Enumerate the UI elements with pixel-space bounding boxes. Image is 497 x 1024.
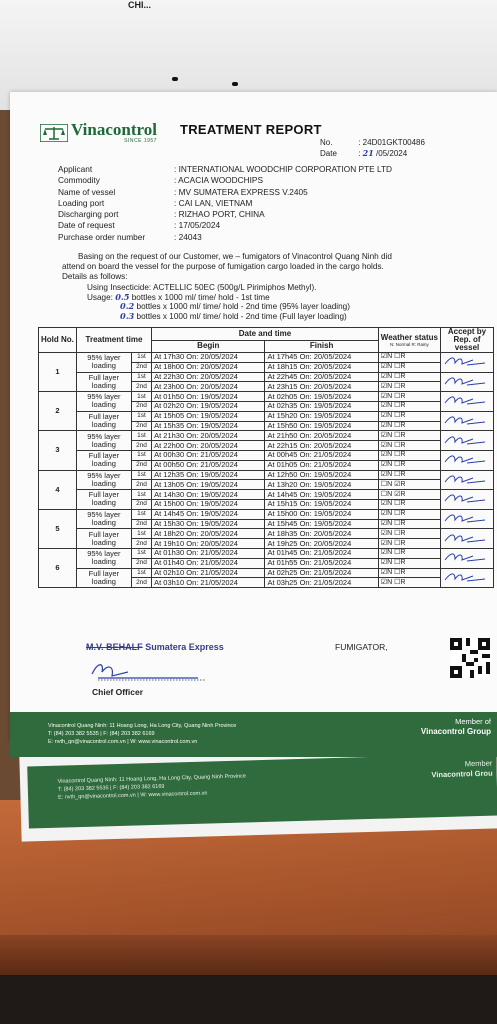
usage-qty: 0.2 <box>120 301 135 312</box>
chief-officer-label: Chief Officer <box>92 687 144 697</box>
info-value: : MV SUMATERA EXPRESS V.2405 <box>174 186 308 197</box>
table-edge <box>0 935 497 975</box>
weather-status: ☑N ☐R <box>378 450 440 460</box>
treatment-time: 1st <box>131 411 151 421</box>
usage-text: bottles x 1000 ml/ time/ hold - 2nd time (95% layer loading) <box>134 302 350 312</box>
table-row <box>39 392 494 402</box>
begin-time: At 18h00 On: 20/05/2024 <box>152 362 265 372</box>
begin-time: At 15h05 On: 19/05/2024 <box>152 411 265 421</box>
date-label: Date <box>320 149 337 158</box>
qr-code-icon <box>450 638 490 678</box>
layer-label: Full layer loading <box>76 372 131 392</box>
vessel-name-stamp: Sumatera Express <box>145 642 224 652</box>
vessel-rep-signature <box>441 470 494 490</box>
back-member-group: Vinacontrol Grou <box>431 768 493 780</box>
info-key: Loading port <box>58 197 105 208</box>
info-row <box>58 187 392 198</box>
usage-line <box>87 312 350 322</box>
back-sheet-footer <box>27 753 497 828</box>
finish-time: At 01h45 On: 21/05/2024 <box>265 548 378 558</box>
weather-status: ☑N ☐R <box>378 362 440 372</box>
table-row <box>39 529 494 539</box>
begin-time: At 03h10 On: 21/05/2024 <box>152 578 265 588</box>
finish-time: At 18h15 On: 20/05/2024 <box>265 362 378 372</box>
signature-scribble-icon <box>443 452 487 466</box>
header-datetime: Date and time <box>152 328 379 341</box>
vessel-rep-signature <box>441 372 494 392</box>
treatment-time: 2nd <box>131 382 151 392</box>
treatment-table <box>38 327 494 588</box>
begin-time: At 01h30 On: 21/05/2024 <box>152 548 265 558</box>
treatment-report-document <box>10 92 497 745</box>
treatment-time: 2nd <box>131 578 151 588</box>
signature-scribble-icon <box>443 413 487 427</box>
no-label: No. <box>320 138 333 147</box>
usage-qty: 0.5 <box>115 291 130 302</box>
info-value: : RIZHAO PORT, CHINA <box>174 209 265 220</box>
member-label: Member of <box>455 717 491 726</box>
footer-address <box>48 722 236 746</box>
vessel-rep-signature <box>441 431 494 451</box>
treatment-rows <box>39 353 494 588</box>
signature-scribble-icon <box>443 511 487 525</box>
vessel-rep-signature <box>441 548 494 568</box>
fumigator-label: FUMIGATOR, <box>335 642 388 652</box>
begin-time: At 00h50 On: 21/05/2024 <box>152 460 265 470</box>
company-name: Vinacontrol <box>71 120 157 139</box>
treatment-time: 2nd <box>131 519 151 529</box>
begin-time: At 22h30 On: 20/05/2024 <box>152 372 265 382</box>
finish-time: At 15h20 On: 19/05/2024 <box>265 411 378 421</box>
layer-label: 95% layer loading <box>76 431 131 451</box>
begin-time: At 01h50 On: 19/05/2024 <box>152 392 265 402</box>
treatment-time: 2nd <box>131 460 151 470</box>
scrap-text: CHI... <box>128 0 152 10</box>
report-meta: No. : 24D01GKT00486 Date : 21 /05/2024 <box>320 138 425 158</box>
weather-status: ☑N ☐R <box>378 431 440 441</box>
weather-status: ☑N ☐R <box>378 548 440 558</box>
hold-number: 5 <box>39 509 77 548</box>
header-finish: Finish <box>265 340 378 353</box>
finish-time: At 22h45 On: 20/05/2024 <box>265 372 378 382</box>
vessel-rep-signature <box>441 568 494 588</box>
hold-number: 3 <box>39 431 77 470</box>
insecticide-usage <box>87 283 350 321</box>
signature-scribble-icon <box>443 570 487 584</box>
vessel-rep-signature <box>441 353 494 373</box>
weather-status: ☑N ☐R <box>378 578 440 588</box>
header-treatment: Treatment time <box>76 328 151 353</box>
vessel-rep-signature <box>441 490 494 510</box>
info-row <box>58 164 392 175</box>
signature-scribble-icon <box>443 393 487 407</box>
info-key: Purchase order number <box>58 231 146 242</box>
info-row <box>58 209 392 220</box>
scales-logo-icon <box>40 124 68 142</box>
treatment-time: 1st <box>131 470 151 480</box>
treatment-time: 1st <box>131 353 151 363</box>
table-row <box>39 548 494 558</box>
info-value: : INTERNATIONAL WOODCHIP CORPORATION PTE LTD <box>174 164 393 174</box>
begin-time: At 21h30 On: 20/05/2024 <box>152 431 265 441</box>
info-value: : CAI LAN, VIETNAM <box>174 197 253 208</box>
paragraph-line: Basing on the request of our Customer, we – fumigators of Vinacontrol Quang Ninh did <box>78 252 392 261</box>
layer-label: Full layer loading <box>76 529 131 549</box>
begin-time: At 14h45 On: 19/05/2024 <box>152 509 265 519</box>
treatment-time: 1st <box>131 431 151 441</box>
treatment-time: 1st <box>131 490 151 500</box>
layer-label: 95% layer loading <box>76 470 131 490</box>
usage-qty: 0.3 <box>120 310 135 321</box>
usage-text: bottles x 1000 ml/ time/ hold - 1st time <box>129 292 270 302</box>
back-footer-address <box>58 772 247 801</box>
vessel-signature <box>86 642 224 652</box>
info-row <box>58 198 392 209</box>
info-value: : ACACIA WOODCHIPS <box>174 175 263 186</box>
info-value: : 24043 <box>174 231 202 242</box>
finish-time: At 23h15 On: 20/05/2024 <box>265 382 378 392</box>
finish-time: At 15h00 On: 19/05/2024 <box>265 509 378 519</box>
treatment-time: 2nd <box>131 558 151 568</box>
begin-time: At 13h05 On: 19/05/2024 <box>152 480 265 490</box>
weather-title: Weather status <box>380 332 438 342</box>
shipment-info <box>58 164 392 243</box>
document-footer <box>10 712 497 757</box>
layer-label: 95% layer loading <box>76 392 131 412</box>
begin-time: At 17h30 On: 20/05/2024 <box>152 353 265 363</box>
hold-number: 2 <box>39 392 77 431</box>
info-key: Applicant <box>58 164 93 174</box>
floor <box>0 975 497 1024</box>
finish-time: At 14h45 On: 19/05/2024 <box>265 490 378 500</box>
finish-time: At 15h15 On: 19/05/2024 <box>265 499 378 509</box>
finish-time: At 02h25 On: 21/05/2024 <box>265 568 378 578</box>
finish-time: At 01h55 On: 21/05/2024 <box>265 558 378 568</box>
back-member-label: Member <box>464 758 493 769</box>
finish-time: At 03h25 On: 21/05/2024 <box>265 578 378 588</box>
header-accept: Accept by Rep. of vessel <box>441 328 494 353</box>
begin-time: At 23h00 On: 20/05/2024 <box>152 382 265 392</box>
vessel-rep-signature <box>441 509 494 529</box>
info-value: : 17/05/2024 <box>174 220 221 231</box>
treatment-time: 2nd <box>131 441 151 451</box>
info-key: Name of vessel <box>58 186 116 197</box>
finish-time: At 21h50 On: 20/05/2024 <box>265 431 378 441</box>
begin-time: At 18h20 On: 20/05/2024 <box>152 529 265 539</box>
vinacontrol-logo <box>40 122 157 144</box>
begin-time: At 00h30 On: 21/05/2024 <box>152 450 265 460</box>
weather-status: ☑N ☐R <box>378 470 440 480</box>
treatment-time: 2nd <box>131 480 151 490</box>
header-hold: Hold No. <box>39 328 77 353</box>
info-row <box>58 232 392 243</box>
begin-time: At 19h10 On: 20/05/2024 <box>152 539 265 549</box>
table-row <box>39 568 494 578</box>
hold-number: 1 <box>39 353 77 392</box>
signature-scribble-icon <box>443 354 487 368</box>
treatment-time: 2nd <box>131 499 151 509</box>
finish-time: At 13h20 On: 19/05/2024 <box>265 480 378 490</box>
usage-prefix: Usage: <box>87 292 116 302</box>
layer-label: Full layer loading <box>76 411 131 431</box>
table-row <box>39 431 494 441</box>
footer-line: T: (84) 203 382 5535 | F: (84) 203 382 6169 <box>48 731 155 737</box>
vessel-rep-signature <box>441 392 494 412</box>
begin-time: At 01h40 On: 21/05/2024 <box>152 558 265 568</box>
table-row <box>39 411 494 421</box>
finish-time: At 15h45 On: 19/05/2024 <box>265 519 378 529</box>
header-weather <box>378 328 440 353</box>
begin-time: At 15h35 On: 19/05/2024 <box>152 421 265 431</box>
signature-scribble-icon <box>443 531 487 545</box>
table-row <box>39 470 494 480</box>
treatment-time: 2nd <box>131 362 151 372</box>
treatment-time: 1st <box>131 450 151 460</box>
usage-text: bottles x 1000 ml/ time/ hold - 2nd time (Full layer loading) <box>134 311 347 321</box>
chief-officer-signature <box>88 658 208 682</box>
back-footer-member <box>431 759 493 781</box>
table-row <box>39 509 494 519</box>
date-day: 21 <box>362 148 374 158</box>
treatment-time: 1st <box>131 568 151 578</box>
usage-list <box>87 293 350 322</box>
signature-scribble-icon <box>443 550 487 564</box>
weather-status: ☑N ☐R <box>378 372 440 382</box>
weather-status: ☑N ☐R <box>378 509 440 519</box>
weather-status: ☑N ☐R <box>378 460 440 470</box>
treatment-time: 1st <box>131 509 151 519</box>
weather-status: ☑N ☐R <box>378 539 440 549</box>
weather-status: ☑N ☐R <box>378 499 440 509</box>
table-row <box>39 490 494 500</box>
info-key: Date of request <box>58 220 115 231</box>
vessel-rep-signature <box>441 529 494 549</box>
signature-scribble-icon <box>443 472 487 486</box>
weather-status: ☑N ☐R <box>378 421 440 431</box>
layer-label: 95% layer loading <box>76 548 131 568</box>
treatment-time: 1st <box>131 392 151 402</box>
back-footer-line: Vinacontrol Quang Ninh: 11 Hoang Long, Ha Long City, Quang Ninh Province <box>57 773 247 785</box>
finish-time: At 15h50 On: 19/05/2024 <box>265 421 378 431</box>
finish-time: At 19h25 On: 20/05/2024 <box>265 539 378 549</box>
finish-time: At 00h45 On: 21/05/2024 <box>265 450 378 460</box>
weather-note: N: Normal R: Rainy <box>390 341 429 347</box>
finish-time: At 01h05 On: 21/05/2024 <box>265 460 378 470</box>
table-row <box>39 372 494 382</box>
finish-time: At 02h05 On: 19/05/2024 <box>265 392 378 402</box>
vessel-rep-signature <box>441 450 494 470</box>
finish-time: At 12h50 On: 19/05/2024 <box>265 470 378 480</box>
report-number: 24D01GKT00486 <box>362 138 425 147</box>
paragraph-line: Details as follows: <box>62 272 128 281</box>
ink-dot <box>172 77 178 81</box>
weather-status: ☑N ☐R <box>378 382 440 392</box>
header-begin: Begin <box>152 340 265 353</box>
treatment-time: 2nd <box>131 539 151 549</box>
back-footer-line: E: nvth_qn@vinacontrol.com.vn | W: www.vinacontrol.com.vn <box>58 790 208 801</box>
paragraph-line: attend on board the vessel for the purpose of fumigation cargo loaded in the cargo holds. <box>62 262 384 271</box>
treatment-time: 2nd <box>131 421 151 431</box>
layer-label: Full layer loading <box>76 490 131 510</box>
begin-time: At 02h10 On: 21/05/2024 <box>152 568 265 578</box>
weather-status: ☑N ☐R <box>378 353 440 363</box>
weather-status: ☑N ☐R <box>378 568 440 578</box>
member-group: Vinacontrol Group <box>420 727 491 736</box>
vessel-rep-signature <box>441 411 494 431</box>
begin-time: At 02h20 On: 19/05/2024 <box>152 401 265 411</box>
ink-dot <box>232 82 238 86</box>
footer-member <box>421 717 491 737</box>
footer-line: Vinacontrol Quang Ninh: 11 Hoang Long, Ha Long City, Quang Ninh Province <box>48 723 237 729</box>
begin-time: At 15h30 On: 19/05/2024 <box>152 519 265 529</box>
finish-time: At 18h35 On: 20/05/2024 <box>265 529 378 539</box>
report-title: TREATMENT REPORT <box>180 122 322 137</box>
weather-status: ☑N ☐R <box>378 441 440 451</box>
back-footer-line: T: (84) 203 382 5535 | F: (84) 203 382 6169 <box>57 783 165 793</box>
begin-time: At 14h30 On: 19/05/2024 <box>152 490 265 500</box>
insecticide-line: Using Insecticide: ACTELLIC 50EC (500g/L Pirimiphos Methyl). <box>87 283 317 292</box>
signature-scribble-icon <box>443 491 487 505</box>
weather-status: ☐N ☑R <box>378 480 440 490</box>
weather-status: ☐N ☑R <box>378 490 440 500</box>
footer-line: E: nvth_qn@vinacontrol.com.vn | W: www.vinacontrol.com.vn <box>48 739 198 745</box>
begin-time: At 12h35 On: 19/05/2024 <box>152 470 265 480</box>
info-row <box>58 175 392 186</box>
signature-scribble-icon <box>443 433 487 447</box>
weather-status: ☑N ☐R <box>378 411 440 421</box>
info-key: Discharging port <box>58 209 119 220</box>
weather-status: ☑N ☐R <box>378 401 440 411</box>
finish-time: At 17h45 On: 20/05/2024 <box>265 353 378 363</box>
weather-status: ☑N ☐R <box>378 392 440 402</box>
weather-status: ☑N ☐R <box>378 519 440 529</box>
info-row <box>58 220 392 231</box>
vessel-struck-text: M.V. BEHALF <box>86 642 143 652</box>
begin-time: At 15h00 On: 19/05/2024 <box>152 499 265 509</box>
weather-status: ☑N ☐R <box>378 529 440 539</box>
hold-number: 6 <box>39 548 77 587</box>
layer-label: 95% layer loading <box>76 509 131 529</box>
layer-label: 95% layer loading <box>76 353 131 373</box>
finish-time: At 22h15 On: 20/05/2024 <box>265 441 378 451</box>
finish-time: At 02h35 On: 19/05/2024 <box>265 401 378 411</box>
table-row <box>39 353 494 363</box>
layer-label: Full layer loading <box>76 450 131 470</box>
treatment-time: 1st <box>131 372 151 382</box>
info-key: Commodity <box>58 175 100 186</box>
begin-time: At 22h00 On: 20/05/2024 <box>152 441 265 451</box>
date-rest: /05/2024 <box>376 149 408 158</box>
treatment-time: 1st <box>131 529 151 539</box>
treatment-time: 1st <box>131 548 151 558</box>
weather-status: ☑N ☐R <box>378 558 440 568</box>
layer-label: Full layer loading <box>76 568 131 588</box>
signature-scribble-icon <box>443 374 487 388</box>
since-label: SINCE 1957 <box>124 138 157 144</box>
hold-number: 4 <box>39 470 77 509</box>
treatment-time: 2nd <box>131 401 151 411</box>
table-row <box>39 450 494 460</box>
intro-paragraph <box>62 252 488 282</box>
